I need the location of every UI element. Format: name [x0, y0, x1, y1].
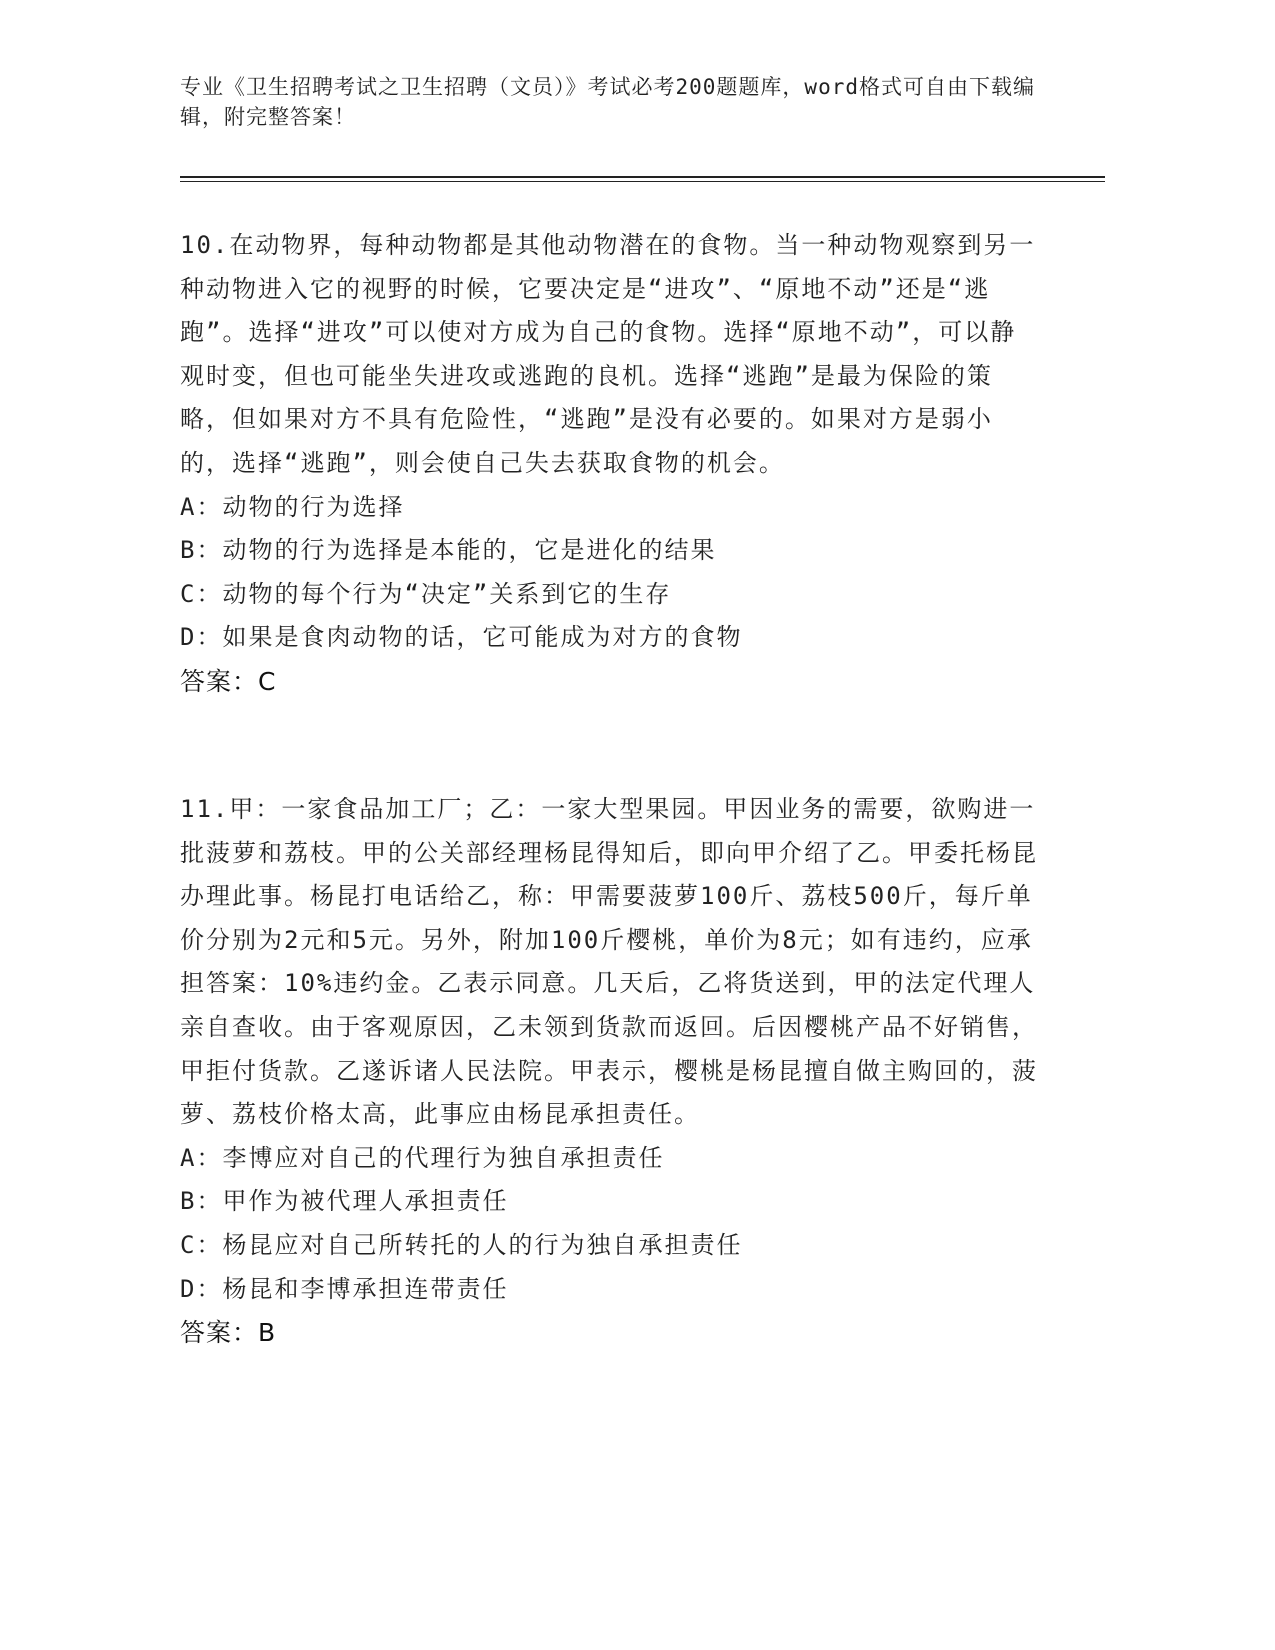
question-stem: 11.甲：一家食品加工厂；乙：一家大型果园。甲因业务的需要，欲购进一批菠萝和荔枝。甲的公关部经理杨昆得知后，即向甲介绍了乙。甲委托杨昆办理此事。杨昆打电话给乙，称：甲需要菠萝100斤、荔枝500斤，每斤单价分别为2元和5元。另外，附加100斤樱桃，单价为8元；如有违约，应承担答案：10%违约金。乙表示同意。几天后，乙将货送到，甲的法定代理人亲自查收。由于客观原因，乙未领到货款而返回。后因樱桃产品不好销售，甲拒付货款。乙遂诉诸人民法院。甲表示，樱桃是杨昆擅自做主购回的，菠萝、荔枝价格太高，此事应由杨昆承担责任。	[180, 795, 1038, 1129]
answer-line: 答案：B	[180, 1318, 277, 1348]
option-a: A：李博应对自己的代理行为独自承担责任	[180, 1143, 665, 1172]
header-rule-thick	[180, 176, 1105, 178]
option-d: D：如果是食肉动物的话，它可能成为对方的食物	[180, 623, 743, 652]
option-b: B：甲作为被代理人承担责任	[180, 1187, 509, 1216]
question-11	[180, 788, 1040, 1355]
option-c: C：动物的每个行为“决定”关系到它的生存	[180, 579, 672, 608]
option-b: B：动物的行为选择是本能的，它是进化的结果	[180, 536, 717, 565]
document-header: 专业《卫生招聘考试之卫生招聘（文员）》考试必考200题题库，word格式可自由下载编辑，附完整答案！	[180, 75, 1035, 129]
question-stem: 10.在动物界，每种动物都是其他动物潜在的食物。当一种动物观察到另一种动物进入它的视野的时候，它要决定是“进攻”、“原地不动”还是“逃跑”。选择“进攻”可以使对方成为自己的食物。选择“原地不动”，可以静观时变，但也可能坐失进攻或逃跑的良机。选择“逃跑”是最为保险的策略，但如果对方不具有危险性，“逃跑”是没有必要的。如果对方是弱小的，选择“逃跑”，则会使自己失去获取食物的机会。	[180, 231, 1036, 477]
option-c: C：杨昆应对自己所转托的人的行为独自承担责任	[180, 1230, 743, 1259]
header-rule-thin	[180, 181, 1105, 182]
question-10	[180, 224, 1040, 704]
option-d: D：杨昆和李博承担连带责任	[180, 1274, 509, 1303]
option-a: A：动物的行为选择	[180, 492, 405, 521]
answer-line: 答案：C	[180, 666, 277, 696]
